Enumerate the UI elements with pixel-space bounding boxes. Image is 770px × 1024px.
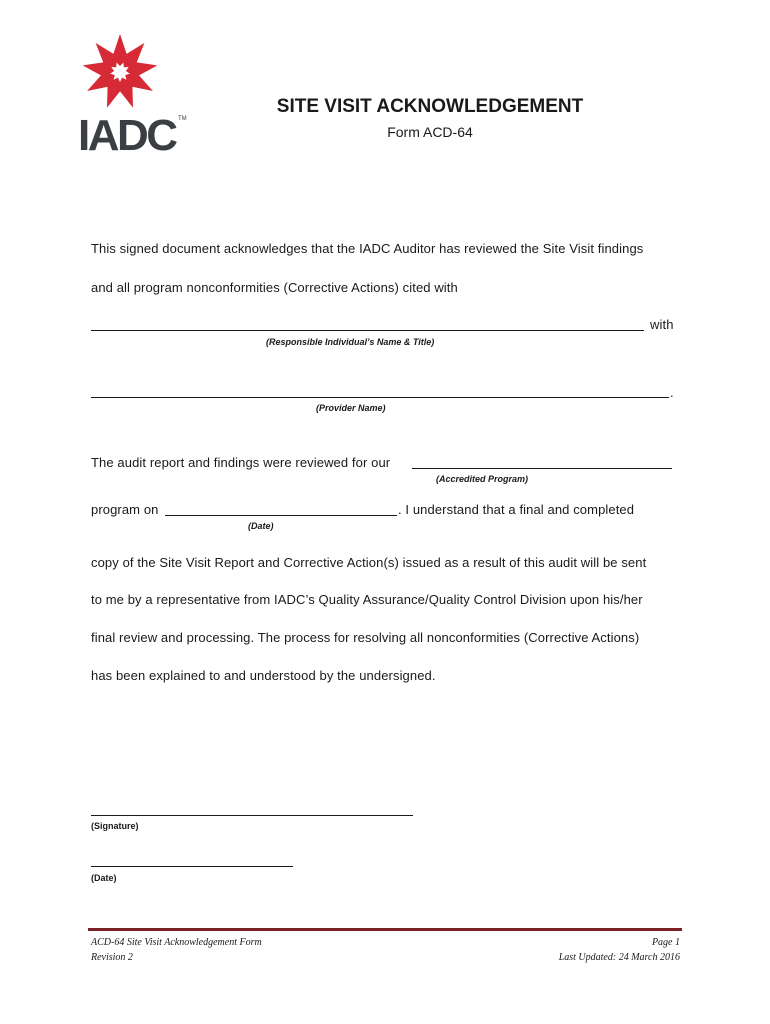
footer-revision: Revision 2 [91,952,133,963]
signature-field[interactable] [91,815,413,816]
with-label: with [650,317,674,332]
accredited-program-caption: (Accredited Program) [436,474,529,484]
audit-reviewed-text: The audit report and findings were reviewed for our [91,455,391,470]
logo-text: IADC [78,111,178,154]
para3-line3: final review and processing. The process for resolving all nonconformities (Corrective Actions) [91,630,640,645]
footer-form-name: ACD-64 Site Visit Acknowledgement Form [91,937,262,948]
page-title: SITE VISIT ACKNOWLEDGEMENT [276,96,584,117]
accredited-program-field[interactable] [412,468,672,469]
provider-period: . [670,385,674,400]
footer-rule [88,928,682,931]
footer-last-updated: Last Updated: 24 March 2016 [558,952,680,963]
para3-line2: to me by a representative from IADC’s Quality Assurance/Quality Control Division upon his/her [91,592,643,607]
program-on-text: program on [91,502,159,517]
responsible-individual-field[interactable] [91,330,644,331]
understand-text: . I understand that a final and completed [398,502,635,517]
signature-label: (Signature) [91,821,139,831]
footer-page: Page 1 [651,937,680,948]
para1-line1: This signed document acknowledges that the IADC Auditor has reviewed the Site Visit findings [91,241,644,256]
provider-name-field[interactable] [91,397,669,398]
logo-tm: TM [178,116,187,122]
para1-line2: and all program nonconformities (Corrective Actions) cited with [91,280,458,295]
signature-date-label: (Date) [91,873,117,883]
signature-date-field[interactable] [91,866,293,867]
form-number: Form ACD-64 [387,124,473,140]
program-date-field[interactable] [165,515,397,516]
responsible-individual-caption: (Responsible Individual’s Name & Title) [266,337,435,347]
program-date-caption: (Date) [248,521,274,531]
para3-line4: has been explained to and understood by the undersigned. [91,668,436,683]
provider-name-caption: (Provider Name) [316,403,386,413]
para3-line1: copy of the Site Visit Report and Corrective Action(s) issued as a result of this audit will be sent [91,555,647,570]
